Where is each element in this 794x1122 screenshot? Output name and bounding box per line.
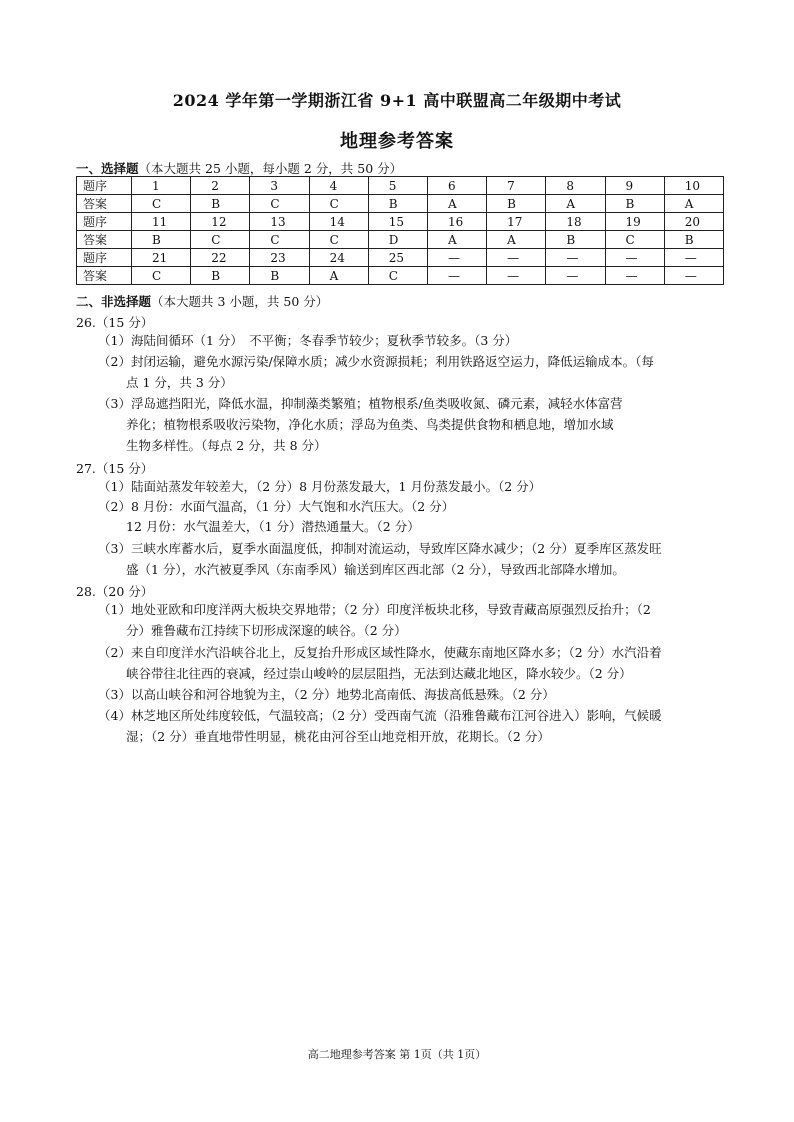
choice-answer-table [76, 176, 724, 285]
question-number-cell: 16 [427, 213, 486, 231]
answer-table-row [77, 213, 724, 231]
answer-table-row-header: 答案 [77, 267, 132, 285]
answer-cell: C [132, 267, 191, 285]
answer-cell: B [368, 195, 427, 213]
question-number-cell: 17 [487, 213, 546, 231]
page-footer: 高二地理参考答案 第 1页（共 1页） [307, 1048, 487, 1061]
question-number-cell: 19 [605, 213, 664, 231]
section-2-heading [76, 292, 328, 310]
answer-cell: C [309, 231, 368, 249]
q28-line-1: （1）地处亚欧和印度洋两大板块交界地带；（2 分）印度洋板块北移，导致青藏高原强烈反抬升；（2 [98, 602, 651, 617]
question-number-cell: 9 [605, 177, 664, 195]
question-number-cell: 12 [191, 213, 250, 231]
answer-cell: C [368, 267, 427, 285]
q27-line-4: （3）三峡水库蓄水后，夏季水面温度低，抑制对流运动，导致库区降水减少；（2 分）夏季库区蒸发旺 [98, 541, 662, 556]
q28-line-2: 分）雅鲁藏布江持续下切形成深邃的峡谷。（2 分） [126, 623, 407, 638]
answer-cell: C [191, 231, 250, 249]
choice-answer-table-body [77, 177, 724, 285]
q26-line-5: 养化；植物根系吸收污染物，净化水质；浮岛为鱼类、鸟类提供食物和栖息地，增加水域 [126, 417, 614, 432]
answer-cell: A [427, 231, 486, 249]
answer-cell: C [250, 231, 309, 249]
answer-cell: B [191, 267, 250, 285]
question-number-cell: 22 [191, 249, 250, 267]
q26-line-2: （2）封闭运输，避免水源污染/保障水质；减少水资源损耗；利用铁路返空运力，降低运输成本。（每 [98, 354, 654, 369]
answer-cell: A [427, 195, 486, 213]
q27-line-5: 盛（1 分），水汽被夏季风（东南季风）输送到库区西北部（2 分），导致西北部降水增加。 [126, 562, 625, 577]
question-number-cell: 10 [664, 177, 723, 195]
answer-cell: C [309, 195, 368, 213]
answer-cell: D [368, 231, 427, 249]
question-number-cell: 20 [664, 213, 723, 231]
question-number-cell: 5 [368, 177, 427, 195]
q26-line-1: （1）海陆间循环（1 分） 不平衡；冬春季节较少；夏秋季节较多。（3 分） [98, 333, 518, 348]
question-number-cell: 11 [132, 213, 191, 231]
answer-cell: B [605, 195, 664, 213]
question-number-cell: 18 [546, 213, 605, 231]
q28-title: 28.（20 分） [76, 584, 154, 599]
question-number-cell: — [664, 249, 723, 267]
q26-title: 26.（15 分） [76, 315, 154, 330]
answer-table-row [77, 177, 724, 195]
answer-cell: B [132, 231, 191, 249]
answer-cell: — [487, 267, 546, 285]
answer-cell: — [664, 267, 723, 285]
q27-line-2: （2）8 月份：水面气温高，（1 分）大气饱和水汽压大。（2 分） [98, 499, 455, 514]
question-number-cell: 13 [250, 213, 309, 231]
answer-table-row-header: 答案 [77, 195, 132, 213]
answer-cell: A [309, 267, 368, 285]
answer-table-row [77, 267, 724, 285]
answer-table-row-header: 答案 [77, 231, 132, 249]
q27-title: 27.（15 分） [76, 461, 154, 476]
answer-cell: B [191, 195, 250, 213]
question-number-cell: 25 [368, 249, 427, 267]
question-number-cell: 21 [132, 249, 191, 267]
answer-cell: A [664, 195, 723, 213]
question-number-cell: 6 [427, 177, 486, 195]
answer-cell: — [605, 267, 664, 285]
answer-table-row [77, 231, 724, 249]
q28-line-4: 峡谷带往北往西的衰减，经过崇山峻岭的层层阻挡，无法到达藏北地区，降水较少。（2 分） [126, 666, 632, 681]
answer-cell: C [132, 195, 191, 213]
q28-line-5: （3）以高山峡谷和河谷地貌为主，（2 分）地势北高南低、海拔高低悬殊。（2 分） [98, 687, 555, 702]
question-number-cell: 7 [487, 177, 546, 195]
q27-line-3: 12 月份：水气温差大，（1 分）潜热通量大。（2 分） [126, 519, 420, 534]
question-number-cell: 14 [309, 213, 368, 231]
question-number-cell: 2 [191, 177, 250, 195]
answer-cell: C [605, 231, 664, 249]
answer-table-row [77, 195, 724, 213]
question-number-cell: 24 [309, 249, 368, 267]
question-number-cell: — [487, 249, 546, 267]
section-1-note: （本大题共 25 小题，每小题 2 分，共 50 分） [138, 161, 403, 176]
q28-line-6: （4）林芝地区所处纬度较低，气温较高；（2 分）受西南气流（沿雅鲁藏布江河谷进入）影响，气候暖 [98, 708, 662, 723]
question-number-cell: 3 [250, 177, 309, 195]
answer-cell: — [546, 267, 605, 285]
answer-cell: C [250, 195, 309, 213]
answer-table-row-header: 题序 [77, 249, 132, 267]
question-number-cell: 23 [250, 249, 309, 267]
question-number-cell: 1 [132, 177, 191, 195]
question-number-cell: 15 [368, 213, 427, 231]
q26-line-6: 生物多样性。（每点 2 分，共 8 分） [126, 438, 327, 453]
section-1-label: 一、选择题 [76, 161, 139, 176]
q28-line-3: （2）来自印度洋水汽沿峡谷北上，反复抬升形成区域性降水，使藏东南地区降水多；（2 分）水汽沿着 [98, 645, 662, 660]
q26-line-4: （3）浮岛遮挡阳光，降低水温，抑制藻类繁殖；植物根系/鱼类吸收氮、磷元素，减轻水体富营 [98, 396, 623, 411]
answer-cell: B [546, 231, 605, 249]
answer-cell: B [664, 231, 723, 249]
question-number-cell: — [546, 249, 605, 267]
question-number-cell: 4 [309, 177, 368, 195]
section-2-note: （本大题共 3 小题，共 50 分） [151, 294, 329, 309]
q28-line-7: 湿；（2 分）垂直地带性明显，桃花由河谷至山地竞相开放，花期长。（2 分） [126, 729, 550, 744]
question-number-cell: — [427, 249, 486, 267]
answer-cell: A [546, 195, 605, 213]
answer-table-row-header: 题序 [77, 213, 132, 231]
answer-cell: — [427, 267, 486, 285]
exam-title: 2024 学年第一学期浙江省 9+1 高中联盟高二年级期中考试 [172, 91, 622, 110]
section-2-label: 二、非选择题 [76, 294, 152, 309]
answer-cell: B [250, 267, 309, 285]
answer-key-title: 地理参考答案 [340, 131, 454, 152]
q26-line-3: 点 1 分，共 3 分） [126, 375, 233, 390]
answer-cell: A [487, 231, 546, 249]
answer-table-row [77, 249, 724, 267]
answer-cell: B [487, 195, 546, 213]
question-number-cell: — [605, 249, 664, 267]
question-number-cell: 8 [546, 177, 605, 195]
section-1-heading [76, 159, 402, 177]
answer-table-row-header: 题序 [77, 177, 132, 195]
q27-line-1: （1）陆面站蒸发年较差大，（2 分）8 月份蒸发最大，1 月份蒸发最小。（2 分） [98, 479, 542, 494]
